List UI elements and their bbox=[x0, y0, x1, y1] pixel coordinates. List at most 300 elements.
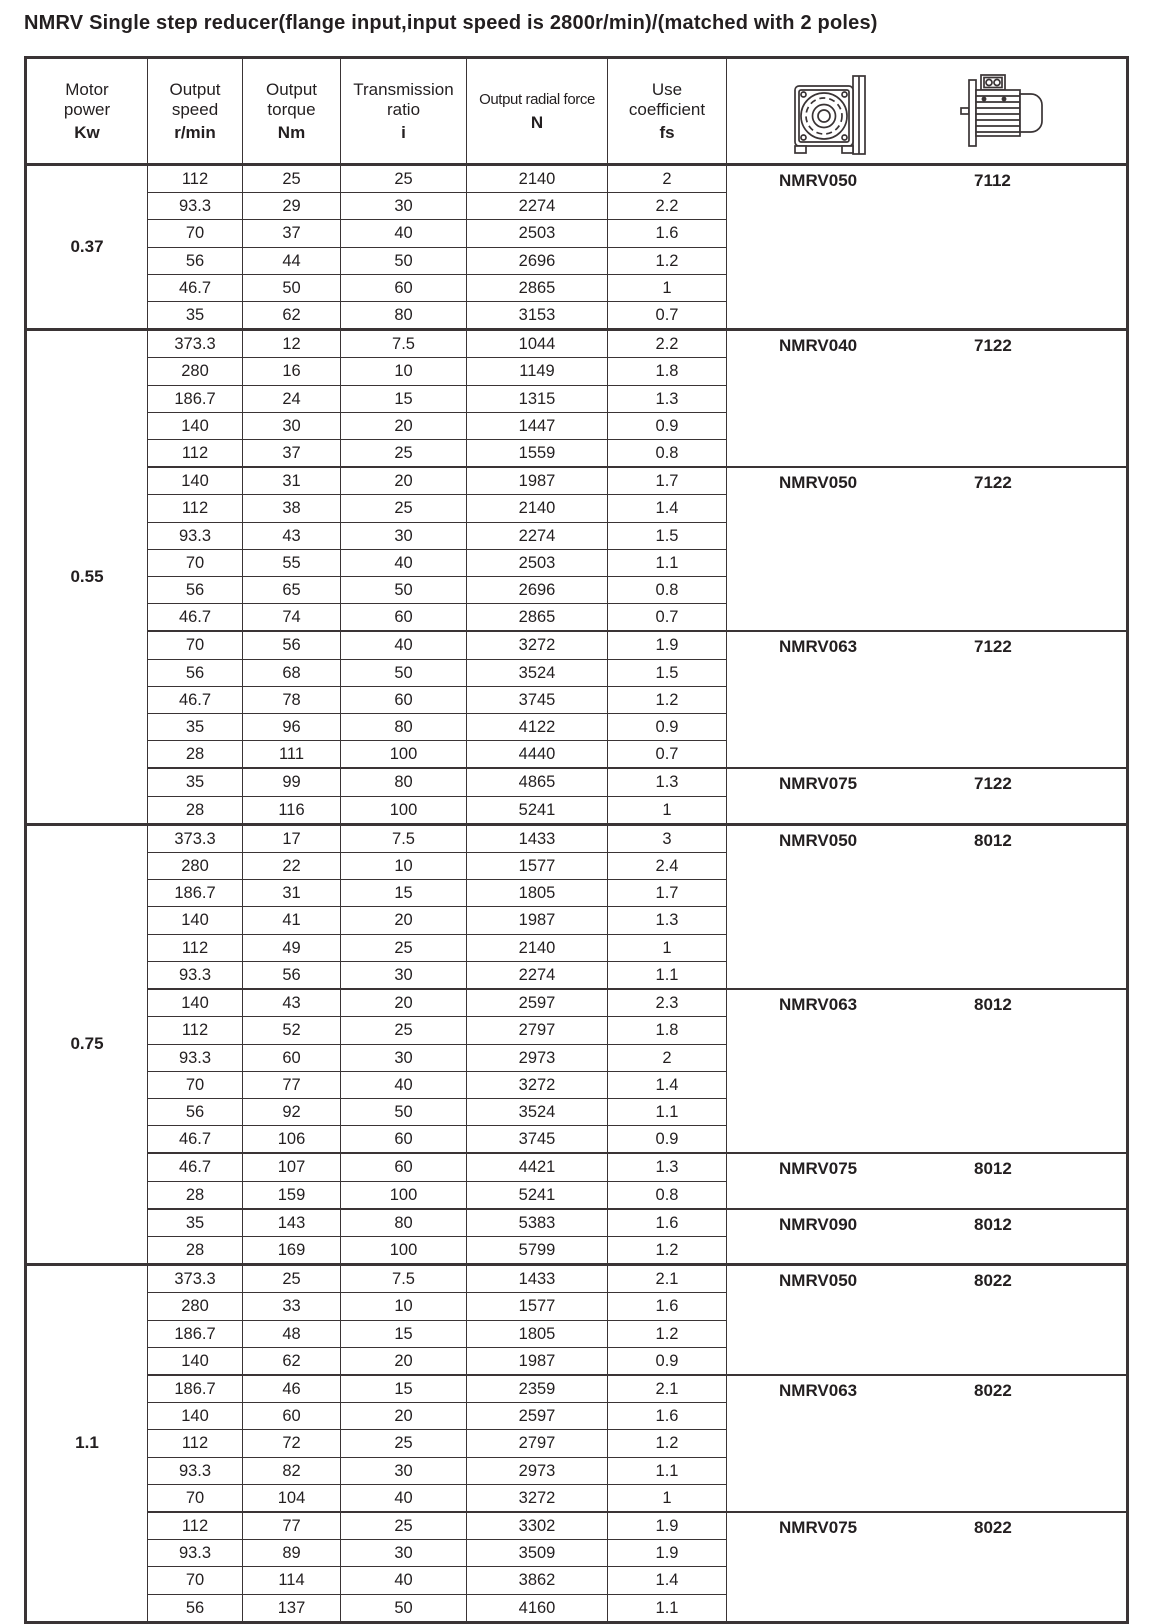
output-speed-cell: 70 bbox=[148, 631, 243, 659]
spec-row bbox=[26, 467, 1128, 495]
transmission-ratio-cell: 50 bbox=[341, 659, 467, 686]
output-torque-cell: 25 bbox=[243, 165, 341, 193]
radial-force-cell: 3524 bbox=[467, 659, 608, 686]
transmission-ratio-cell: 50 bbox=[341, 577, 467, 604]
reducer-model-label: NMRV075 bbox=[779, 1159, 858, 1179]
output-torque-cell: 46 bbox=[243, 1375, 341, 1403]
output-speed-cell: 373.3 bbox=[148, 330, 243, 358]
transmission-ratio-cell: 10 bbox=[341, 358, 467, 385]
transmission-ratio-cell: 50 bbox=[341, 247, 467, 274]
output-torque-cell: 50 bbox=[243, 274, 341, 301]
output-torque-cell: 17 bbox=[243, 824, 341, 852]
spec-row bbox=[26, 1375, 1128, 1403]
use-coefficient-cell: 1.1 bbox=[608, 961, 727, 989]
use-coefficient-cell: 1 bbox=[608, 1484, 727, 1512]
header-line: ratio bbox=[386, 99, 421, 119]
motor-power-cell: 0.37 bbox=[26, 165, 148, 330]
transmission-ratio-cell: 100 bbox=[341, 1181, 467, 1209]
output-speed-cell: 35 bbox=[148, 1209, 243, 1237]
header-line: power bbox=[63, 99, 111, 119]
output-torque-cell: 56 bbox=[243, 631, 341, 659]
output-speed-cell: 112 bbox=[148, 165, 243, 193]
model-cell bbox=[727, 1209, 1128, 1265]
radial-force-cell: 1447 bbox=[467, 412, 608, 439]
spec-row bbox=[26, 824, 1128, 852]
radial-force-cell: 2140 bbox=[467, 934, 608, 961]
transmission-ratio-cell: 50 bbox=[341, 1098, 467, 1125]
header-unit: N bbox=[530, 112, 544, 132]
output-speed-cell: 373.3 bbox=[148, 824, 243, 852]
motor-power-cell: 0.55 bbox=[26, 330, 148, 825]
output-speed-cell: 56 bbox=[148, 659, 243, 686]
transmission-ratio-cell: 60 bbox=[341, 686, 467, 713]
transmission-ratio-cell: 40 bbox=[341, 549, 467, 576]
output-torque-cell: 107 bbox=[243, 1153, 341, 1181]
transmission-ratio-cell: 50 bbox=[341, 1594, 467, 1622]
output-speed-cell: 56 bbox=[148, 247, 243, 274]
use-coefficient-cell: 2 bbox=[608, 165, 727, 193]
output-speed-cell: 140 bbox=[148, 1347, 243, 1375]
use-coefficient-cell: 1.7 bbox=[608, 467, 727, 495]
output-speed-cell: 280 bbox=[148, 358, 243, 385]
transmission-ratio-cell: 20 bbox=[341, 1347, 467, 1375]
radial-force-cell: 5241 bbox=[467, 1181, 608, 1209]
radial-force-cell: 4421 bbox=[467, 1153, 608, 1181]
radial-force-cell: 3302 bbox=[467, 1512, 608, 1540]
header-unit: r/min bbox=[174, 122, 216, 142]
col-header-transmission-ratio bbox=[341, 58, 467, 165]
output-torque-cell: 30 bbox=[243, 412, 341, 439]
transmission-ratio-cell: 30 bbox=[341, 193, 467, 220]
transmission-ratio-cell: 20 bbox=[341, 412, 467, 439]
output-speed-cell: 112 bbox=[148, 934, 243, 961]
output-speed-cell: 56 bbox=[148, 1098, 243, 1125]
use-coefficient-cell: 1.6 bbox=[608, 1209, 727, 1237]
output-speed-cell: 186.7 bbox=[148, 385, 243, 412]
output-torque-cell: 33 bbox=[243, 1293, 341, 1320]
use-coefficient-cell: 2.3 bbox=[608, 989, 727, 1017]
spec-table bbox=[24, 56, 1129, 1624]
output-torque-cell: 169 bbox=[243, 1236, 341, 1264]
transmission-ratio-cell: 30 bbox=[341, 961, 467, 989]
output-speed-cell: 112 bbox=[148, 1017, 243, 1044]
output-torque-cell: 16 bbox=[243, 358, 341, 385]
transmission-ratio-cell: 7.5 bbox=[341, 1265, 467, 1293]
use-coefficient-cell: 0.9 bbox=[608, 714, 727, 741]
use-coefficient-cell: 1.8 bbox=[608, 1017, 727, 1044]
motor-frame-label: 8012 bbox=[974, 1214, 1012, 1234]
transmission-ratio-cell: 20 bbox=[341, 989, 467, 1017]
radial-force-cell: 2973 bbox=[467, 1457, 608, 1484]
output-speed-cell: 70 bbox=[148, 220, 243, 247]
output-speed-cell: 93.3 bbox=[148, 1044, 243, 1071]
output-torque-cell: 65 bbox=[243, 577, 341, 604]
output-torque-cell: 48 bbox=[243, 1320, 341, 1347]
output-speed-cell: 140 bbox=[148, 907, 243, 934]
output-speed-cell: 56 bbox=[148, 577, 243, 604]
output-torque-cell: 60 bbox=[243, 1044, 341, 1071]
transmission-ratio-cell: 40 bbox=[341, 1071, 467, 1098]
spec-row bbox=[26, 989, 1128, 1017]
output-torque-cell: 68 bbox=[243, 659, 341, 686]
output-torque-cell: 49 bbox=[243, 934, 341, 961]
spec-row bbox=[26, 1512, 1128, 1540]
reducer-model-label: NMRV050 bbox=[779, 473, 858, 493]
use-coefficient-cell: 1.5 bbox=[608, 659, 727, 686]
output-torque-cell: 56 bbox=[243, 961, 341, 989]
transmission-ratio-cell: 30 bbox=[341, 1540, 467, 1567]
use-coefficient-cell: 0.7 bbox=[608, 741, 727, 769]
output-torque-cell: 143 bbox=[243, 1209, 341, 1237]
model-cell bbox=[727, 165, 1128, 330]
model-cell bbox=[727, 631, 1128, 768]
radial-force-cell: 2503 bbox=[467, 549, 608, 576]
header-line: Output bbox=[169, 79, 221, 99]
use-coefficient-cell: 1.6 bbox=[608, 1403, 727, 1430]
col-header-motor-power bbox=[26, 58, 148, 165]
output-torque-cell: 111 bbox=[243, 741, 341, 769]
use-coefficient-cell: 1.9 bbox=[608, 1540, 727, 1567]
use-coefficient-cell: 1.1 bbox=[608, 1098, 727, 1125]
use-coefficient-cell: 1.4 bbox=[608, 1567, 727, 1594]
model-cell bbox=[727, 768, 1128, 824]
motor-frame-label: 8012 bbox=[974, 1159, 1012, 1179]
use-coefficient-cell: 0.8 bbox=[608, 577, 727, 604]
use-coefficient-cell: 0.7 bbox=[608, 302, 727, 330]
use-coefficient-cell: 1.3 bbox=[608, 1153, 727, 1181]
radial-force-cell: 2865 bbox=[467, 604, 608, 632]
output-speed-cell: 93.3 bbox=[148, 522, 243, 549]
radial-force-cell: 1987 bbox=[467, 907, 608, 934]
use-coefficient-cell: 1.3 bbox=[608, 768, 727, 796]
use-coefficient-cell: 1 bbox=[608, 274, 727, 301]
output-speed-cell: 186.7 bbox=[148, 880, 243, 907]
transmission-ratio-cell: 25 bbox=[341, 1512, 467, 1540]
motor-power-cell: 1.1 bbox=[26, 1265, 148, 1623]
output-speed-cell: 112 bbox=[148, 1512, 243, 1540]
output-torque-cell: 137 bbox=[243, 1594, 341, 1622]
output-torque-cell: 43 bbox=[243, 522, 341, 549]
reducer-model-label: NMRV090 bbox=[779, 1214, 858, 1234]
output-speed-cell: 280 bbox=[148, 853, 243, 880]
transmission-ratio-cell: 60 bbox=[341, 1153, 467, 1181]
use-coefficient-cell: 0.9 bbox=[608, 1126, 727, 1154]
reducer-model-label: NMRV050 bbox=[779, 830, 858, 850]
output-speed-cell: 35 bbox=[148, 714, 243, 741]
radial-force-cell: 4865 bbox=[467, 768, 608, 796]
reducer-model-label: NMRV063 bbox=[779, 1380, 858, 1400]
output-speed-cell: 70 bbox=[148, 1484, 243, 1512]
radial-force-cell: 5799 bbox=[467, 1236, 608, 1264]
output-torque-cell: 62 bbox=[243, 1347, 341, 1375]
radial-force-cell: 1577 bbox=[467, 1293, 608, 1320]
transmission-ratio-cell: 80 bbox=[341, 714, 467, 741]
use-coefficient-cell: 1.5 bbox=[608, 522, 727, 549]
transmission-ratio-cell: 7.5 bbox=[341, 330, 467, 358]
transmission-ratio-cell: 40 bbox=[341, 1567, 467, 1594]
output-speed-cell: 140 bbox=[148, 1403, 243, 1430]
reducer-model-label: NMRV063 bbox=[779, 995, 858, 1015]
radial-force-cell: 2696 bbox=[467, 247, 608, 274]
output-torque-cell: 89 bbox=[243, 1540, 341, 1567]
output-torque-cell: 37 bbox=[243, 220, 341, 247]
radial-force-cell: 4160 bbox=[467, 1594, 608, 1622]
transmission-ratio-cell: 10 bbox=[341, 853, 467, 880]
output-torque-cell: 159 bbox=[243, 1181, 341, 1209]
output-speed-cell: 28 bbox=[148, 741, 243, 769]
header-unit: Kw bbox=[74, 122, 100, 142]
output-speed-cell: 112 bbox=[148, 495, 243, 522]
radial-force-cell: 3272 bbox=[467, 631, 608, 659]
header-row bbox=[26, 58, 1128, 165]
spec-table-body bbox=[26, 165, 1128, 1623]
use-coefficient-cell: 1 bbox=[608, 796, 727, 824]
radial-force-cell: 1805 bbox=[467, 1320, 608, 1347]
radial-force-cell: 2973 bbox=[467, 1044, 608, 1071]
output-torque-cell: 82 bbox=[243, 1457, 341, 1484]
transmission-ratio-cell: 100 bbox=[341, 1236, 467, 1264]
output-torque-cell: 31 bbox=[243, 467, 341, 495]
transmission-ratio-cell: 15 bbox=[341, 385, 467, 412]
radial-force-cell: 3272 bbox=[467, 1484, 608, 1512]
output-torque-cell: 62 bbox=[243, 302, 341, 330]
use-coefficient-cell: 1.4 bbox=[608, 1071, 727, 1098]
header-line: Output radial force bbox=[479, 90, 595, 108]
radial-force-cell: 1805 bbox=[467, 880, 608, 907]
header-line: coefficient bbox=[628, 99, 706, 119]
output-speed-cell: 140 bbox=[148, 989, 243, 1017]
motor-frame-label: 8012 bbox=[974, 830, 1012, 850]
header-line: Output bbox=[265, 79, 318, 99]
transmission-ratio-cell: 30 bbox=[341, 1457, 467, 1484]
use-coefficient-cell: 3 bbox=[608, 824, 727, 852]
spec-row bbox=[26, 768, 1128, 796]
header-line: speed bbox=[171, 99, 219, 119]
output-torque-cell: 60 bbox=[243, 1403, 341, 1430]
header-unit: Nm bbox=[277, 122, 306, 142]
output-speed-cell: 70 bbox=[148, 549, 243, 576]
use-coefficient-cell: 1.8 bbox=[608, 358, 727, 385]
reducer-model-label: NMRV040 bbox=[779, 336, 858, 356]
output-speed-cell: 46.7 bbox=[148, 274, 243, 301]
model-cell bbox=[727, 824, 1128, 989]
transmission-ratio-cell: 25 bbox=[341, 934, 467, 961]
spec-row bbox=[26, 330, 1128, 358]
use-coefficient-cell: 1.6 bbox=[608, 1293, 727, 1320]
output-speed-cell: 93.3 bbox=[148, 961, 243, 989]
use-coefficient-cell: 2.4 bbox=[608, 853, 727, 880]
reducer-model-label: NMRV063 bbox=[779, 637, 858, 657]
output-torque-cell: 24 bbox=[243, 385, 341, 412]
radial-force-cell: 3272 bbox=[467, 1071, 608, 1098]
output-torque-cell: 37 bbox=[243, 440, 341, 468]
transmission-ratio-cell: 30 bbox=[341, 522, 467, 549]
spec-row bbox=[26, 1265, 1128, 1293]
radial-force-cell: 1559 bbox=[467, 440, 608, 468]
output-torque-cell: 29 bbox=[243, 193, 341, 220]
transmission-ratio-cell: 7.5 bbox=[341, 824, 467, 852]
output-speed-cell: 186.7 bbox=[148, 1320, 243, 1347]
transmission-ratio-cell: 15 bbox=[341, 1320, 467, 1347]
transmission-ratio-cell: 25 bbox=[341, 165, 467, 193]
spec-row bbox=[26, 1209, 1128, 1237]
output-speed-cell: 280 bbox=[148, 1293, 243, 1320]
output-torque-cell: 55 bbox=[243, 549, 341, 576]
use-coefficient-cell: 0.7 bbox=[608, 604, 727, 632]
reducer-model-label: NMRV050 bbox=[779, 171, 858, 190]
output-speed-cell: 70 bbox=[148, 1567, 243, 1594]
use-coefficient-cell: 2.1 bbox=[608, 1265, 727, 1293]
output-speed-cell: 70 bbox=[148, 1071, 243, 1098]
radial-force-cell: 2865 bbox=[467, 274, 608, 301]
output-speed-cell: 186.7 bbox=[148, 1375, 243, 1403]
output-torque-cell: 99 bbox=[243, 768, 341, 796]
worm-gearbox-icon bbox=[791, 73, 875, 157]
col-header-output-speed bbox=[148, 58, 243, 165]
output-torque-cell: 22 bbox=[243, 853, 341, 880]
radial-force-cell: 1987 bbox=[467, 467, 608, 495]
transmission-ratio-cell: 15 bbox=[341, 1375, 467, 1403]
output-speed-cell: 35 bbox=[148, 302, 243, 330]
output-speed-cell: 28 bbox=[148, 1236, 243, 1264]
use-coefficient-cell: 1.2 bbox=[608, 686, 727, 713]
radial-force-cell: 2140 bbox=[467, 495, 608, 522]
output-torque-cell: 96 bbox=[243, 714, 341, 741]
output-speed-cell: 93.3 bbox=[148, 1540, 243, 1567]
radial-force-cell: 2140 bbox=[467, 165, 608, 193]
radial-force-cell: 2503 bbox=[467, 220, 608, 247]
output-speed-cell: 93.3 bbox=[148, 193, 243, 220]
transmission-ratio-cell: 20 bbox=[341, 1403, 467, 1430]
transmission-ratio-cell: 40 bbox=[341, 631, 467, 659]
spec-row bbox=[26, 165, 1128, 193]
use-coefficient-cell: 1.7 bbox=[608, 880, 727, 907]
use-coefficient-cell: 1.1 bbox=[608, 549, 727, 576]
radial-force-cell: 3524 bbox=[467, 1098, 608, 1125]
transmission-ratio-cell: 80 bbox=[341, 768, 467, 796]
output-speed-cell: 140 bbox=[148, 467, 243, 495]
radial-force-cell: 1149 bbox=[467, 358, 608, 385]
output-speed-cell: 373.3 bbox=[148, 1265, 243, 1293]
motor-power-cell: 0.75 bbox=[26, 824, 148, 1264]
use-coefficient-cell: 1.1 bbox=[608, 1457, 727, 1484]
radial-force-cell: 1315 bbox=[467, 385, 608, 412]
output-torque-cell: 38 bbox=[243, 495, 341, 522]
radial-force-cell: 3862 bbox=[467, 1567, 608, 1594]
radial-force-cell: 2274 bbox=[467, 522, 608, 549]
radial-force-cell: 1044 bbox=[467, 330, 608, 358]
use-coefficient-cell: 1.9 bbox=[608, 1512, 727, 1540]
transmission-ratio-cell: 20 bbox=[341, 467, 467, 495]
transmission-ratio-cell: 25 bbox=[341, 1430, 467, 1457]
motor-frame-label: 7122 bbox=[974, 473, 1012, 493]
radial-force-cell: 1987 bbox=[467, 1347, 608, 1375]
use-coefficient-cell: 1 bbox=[608, 934, 727, 961]
radial-force-cell: 1577 bbox=[467, 853, 608, 880]
output-torque-cell: 44 bbox=[243, 247, 341, 274]
use-coefficient-cell: 0.8 bbox=[608, 440, 727, 468]
header-line: Motor bbox=[65, 79, 109, 99]
radial-force-cell: 2359 bbox=[467, 1375, 608, 1403]
spec-row bbox=[26, 631, 1128, 659]
transmission-ratio-cell: 40 bbox=[341, 1484, 467, 1512]
output-speed-cell: 112 bbox=[148, 1430, 243, 1457]
output-speed-cell: 35 bbox=[148, 768, 243, 796]
spec-row bbox=[26, 1153, 1128, 1181]
radial-force-cell: 3509 bbox=[467, 1540, 608, 1567]
transmission-ratio-cell: 25 bbox=[341, 495, 467, 522]
output-torque-cell: 92 bbox=[243, 1098, 341, 1125]
model-cell bbox=[727, 1153, 1128, 1208]
output-torque-cell: 114 bbox=[243, 1567, 341, 1594]
output-torque-cell: 31 bbox=[243, 880, 341, 907]
output-speed-cell: 46.7 bbox=[148, 1153, 243, 1181]
transmission-ratio-cell: 80 bbox=[341, 302, 467, 330]
header-line: Transmission bbox=[353, 79, 454, 99]
transmission-ratio-cell: 80 bbox=[341, 1209, 467, 1237]
transmission-ratio-cell: 20 bbox=[341, 907, 467, 934]
use-coefficient-cell: 0.9 bbox=[608, 1347, 727, 1375]
transmission-ratio-cell: 60 bbox=[341, 274, 467, 301]
use-coefficient-cell: 1.4 bbox=[608, 495, 727, 522]
output-torque-cell: 77 bbox=[243, 1512, 341, 1540]
output-torque-cell: 12 bbox=[243, 330, 341, 358]
use-coefficient-cell: 1.1 bbox=[608, 1594, 727, 1622]
col-header-output-torque bbox=[243, 58, 341, 165]
radial-force-cell: 2597 bbox=[467, 989, 608, 1017]
reducer-model-label: NMRV075 bbox=[779, 774, 858, 794]
output-torque-cell: 116 bbox=[243, 796, 341, 824]
col-header-use-coefficient bbox=[608, 58, 727, 165]
col-header-models bbox=[727, 58, 1128, 165]
radial-force-cell: 3745 bbox=[467, 1126, 608, 1154]
radial-force-cell: 5383 bbox=[467, 1209, 608, 1237]
motor-frame-label: 8022 bbox=[974, 1380, 1012, 1400]
use-coefficient-cell: 0.9 bbox=[608, 412, 727, 439]
output-speed-cell: 46.7 bbox=[148, 604, 243, 632]
use-coefficient-cell: 1.2 bbox=[608, 247, 727, 274]
radial-force-cell: 1433 bbox=[467, 824, 608, 852]
output-torque-cell: 41 bbox=[243, 907, 341, 934]
radial-force-cell: 4440 bbox=[467, 741, 608, 769]
output-speed-cell: 140 bbox=[148, 412, 243, 439]
header-unit: i bbox=[401, 122, 406, 142]
radial-force-cell: 3153 bbox=[467, 302, 608, 330]
motor-frame-label: 7122 bbox=[974, 336, 1012, 356]
output-torque-cell: 78 bbox=[243, 686, 341, 713]
col-header-radial-force bbox=[467, 58, 608, 165]
use-coefficient-cell: 2 bbox=[608, 1044, 727, 1071]
output-speed-cell: 56 bbox=[148, 1594, 243, 1622]
transmission-ratio-cell: 60 bbox=[341, 1126, 467, 1154]
model-cell bbox=[727, 1375, 1128, 1512]
motor-frame-label: 7122 bbox=[974, 637, 1012, 657]
radial-force-cell: 2597 bbox=[467, 1403, 608, 1430]
transmission-ratio-cell: 30 bbox=[341, 1044, 467, 1071]
use-coefficient-cell: 1.6 bbox=[608, 220, 727, 247]
output-torque-cell: 74 bbox=[243, 604, 341, 632]
radial-force-cell: 2274 bbox=[467, 961, 608, 989]
use-coefficient-cell: 2.2 bbox=[608, 330, 727, 358]
page-title: NMRV Single step reducer(flange input,input speed is 2800r/min)/(matched with 2 poles) bbox=[24, 12, 878, 34]
header-line: torque bbox=[267, 99, 316, 119]
output-speed-cell: 112 bbox=[148, 440, 243, 468]
use-coefficient-cell: 0.8 bbox=[608, 1181, 727, 1209]
radial-force-cell: 2696 bbox=[467, 577, 608, 604]
output-torque-cell: 52 bbox=[243, 1017, 341, 1044]
output-speed-cell: 93.3 bbox=[148, 1457, 243, 1484]
output-torque-cell: 77 bbox=[243, 1071, 341, 1098]
